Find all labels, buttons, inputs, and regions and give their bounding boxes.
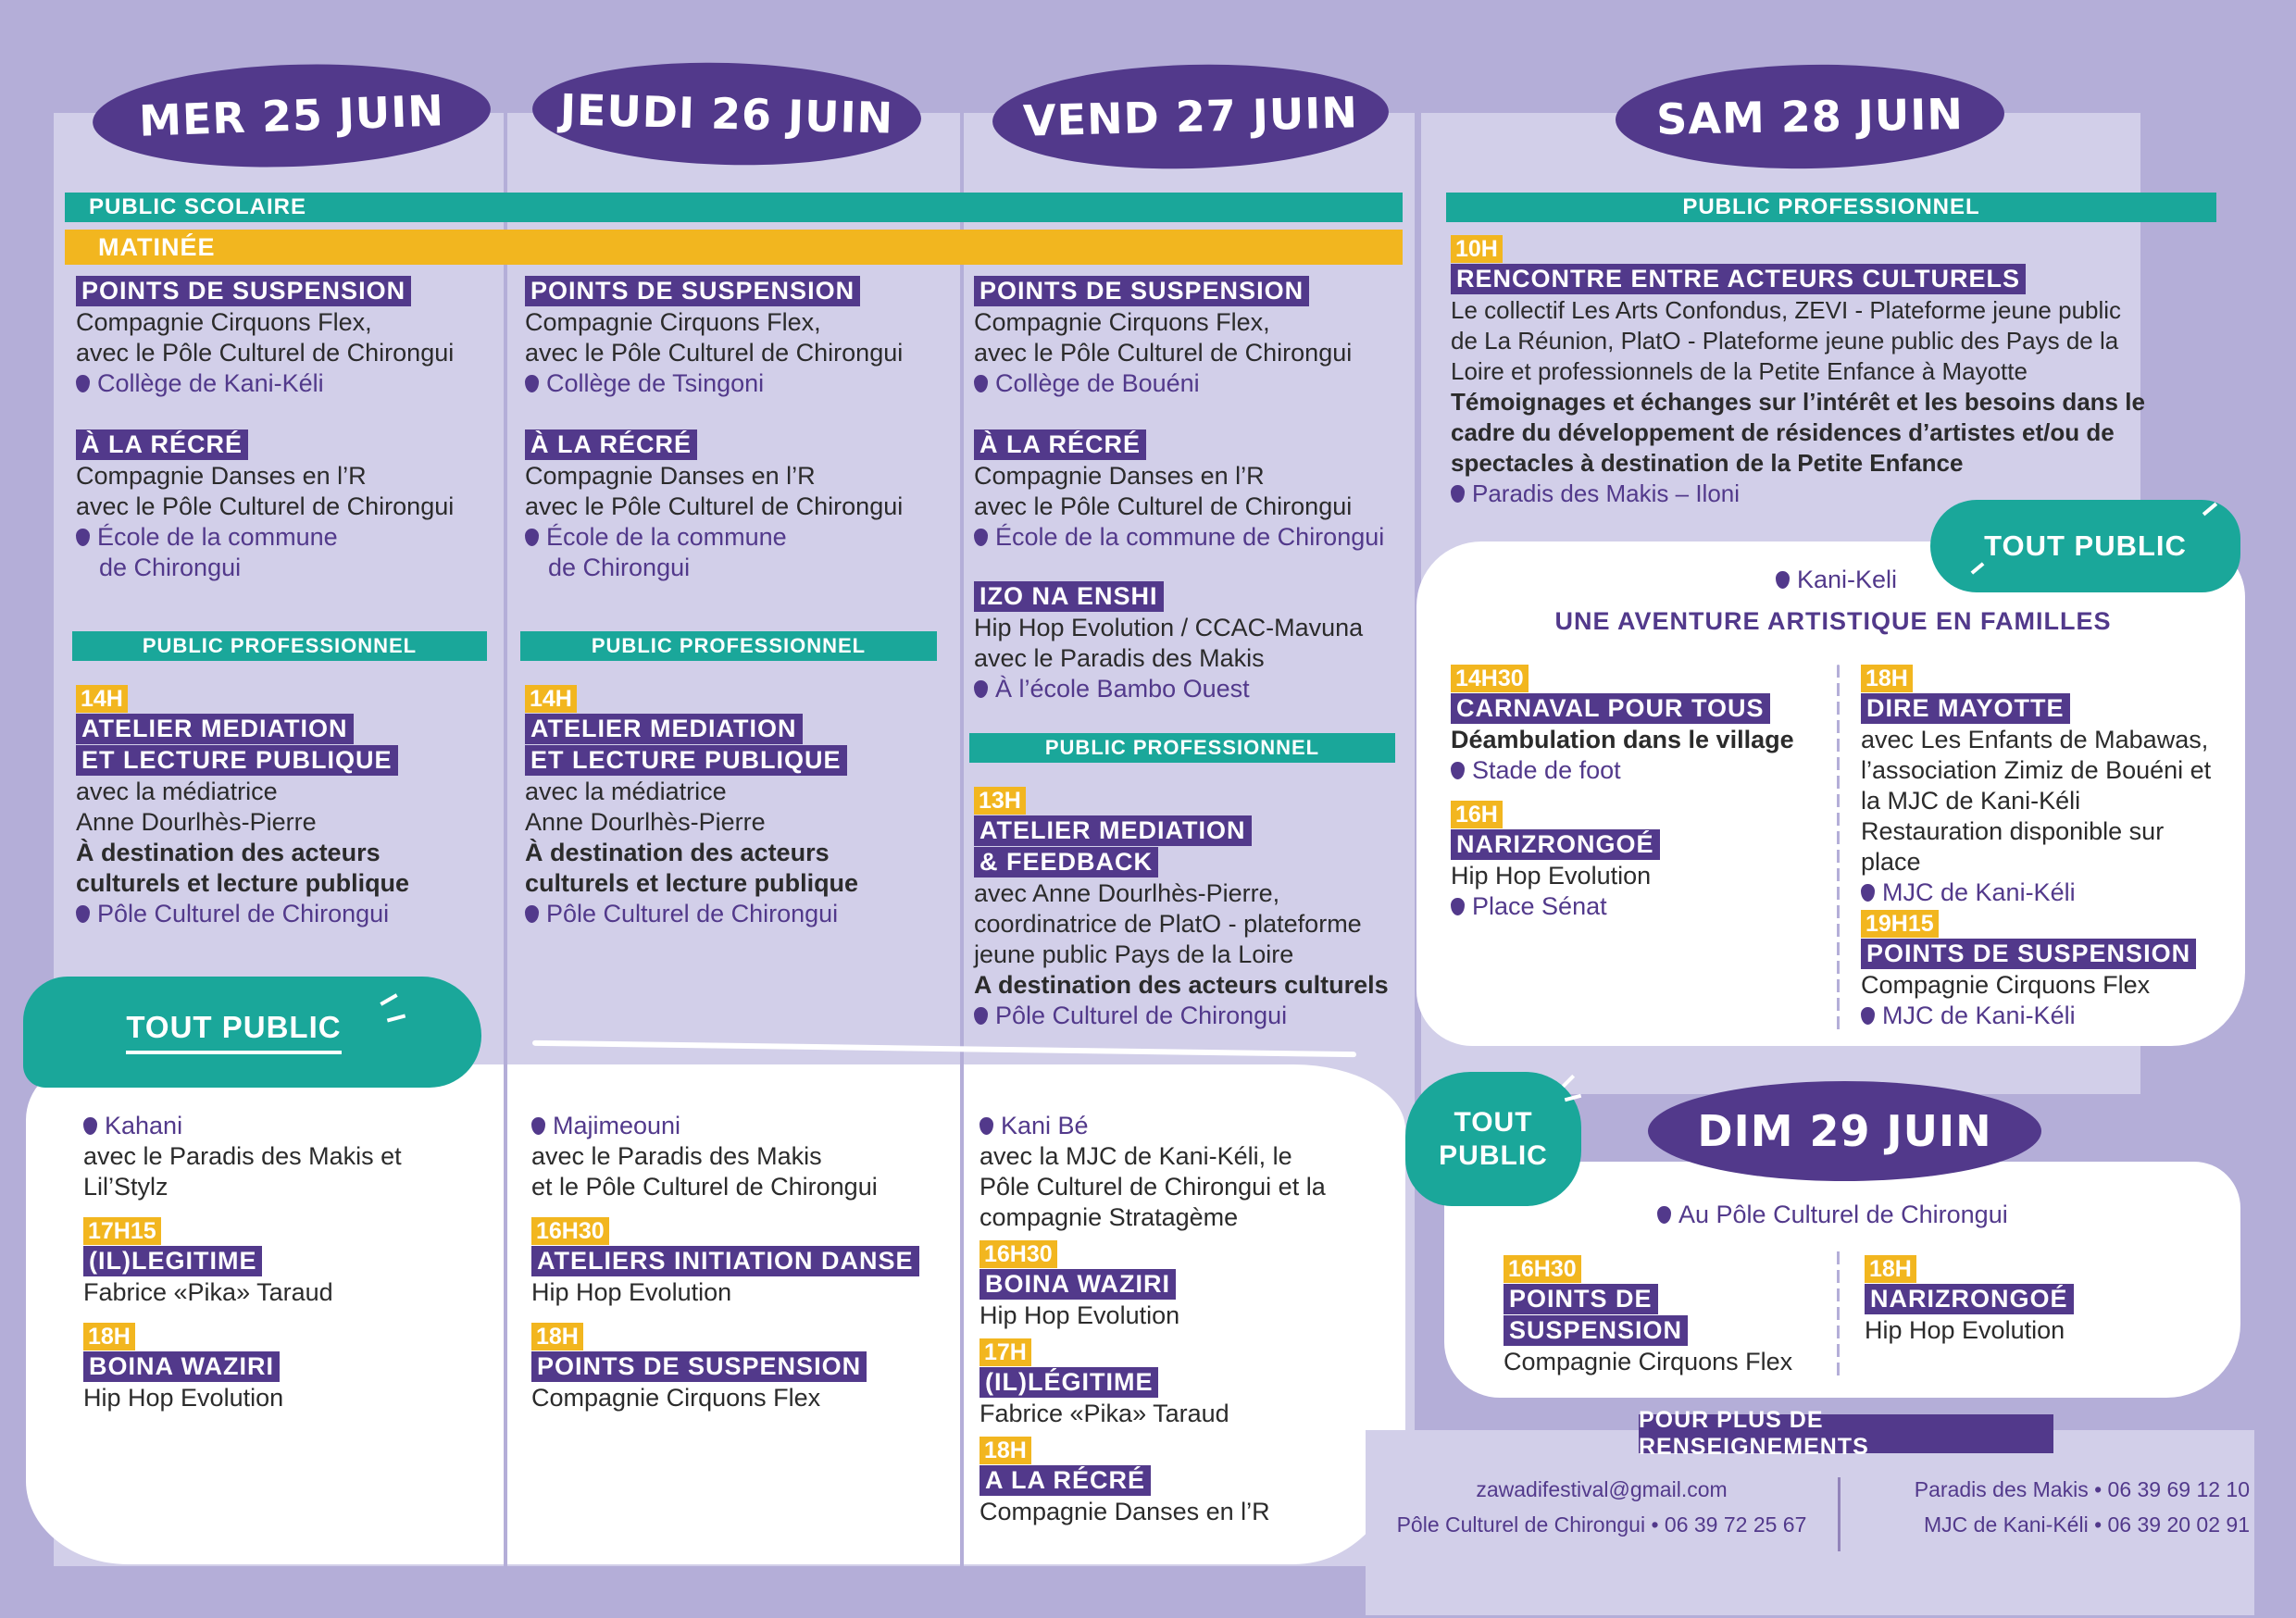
event-location — [1861, 1001, 2211, 1031]
info-divider — [1838, 1477, 1841, 1551]
event-detail: avec le Pôle Culturel de Chirongui — [76, 492, 455, 520]
event-title: BOINA WAZIRI — [83, 1351, 280, 1382]
event-title: À LA RÉCRÉ — [525, 429, 697, 460]
event-detail: Hip Hop Evolution — [980, 1301, 1180, 1329]
event-title: ATELIER MEDIATION — [525, 714, 803, 744]
event-atelier-mediation — [76, 683, 409, 929]
location-label: Stade de foot — [1472, 756, 1621, 784]
location-pin-icon — [525, 375, 539, 392]
event-time: 18H — [980, 1437, 1031, 1464]
event-title: ATELIER MEDIATION — [974, 815, 1252, 846]
event-detail: compagnie Stratagème — [980, 1203, 1239, 1231]
tout-public-badge — [1930, 500, 2240, 592]
event-audience: Témoignages et échanges sur l’intérêt et les besoins dans le — [1451, 388, 2145, 416]
event-points-de-suspension — [525, 276, 903, 399]
badge-label: PUBLIC — [1439, 1139, 1548, 1171]
location-pin-icon — [76, 529, 90, 546]
event-location — [76, 522, 454, 553]
event-title: BOINA WAZIRI — [980, 1269, 1176, 1300]
event-title: RENCONTRE ENTRE ACTEURS CULTURELS — [1451, 264, 2026, 294]
event-detail: avec Les Enfants de Mabawas, — [1861, 726, 2209, 753]
event-detail: Déambulation dans le village — [1451, 726, 1794, 753]
event-detail: Anne Dourlhès-Pierre — [525, 808, 766, 836]
event-izo-na-enshi — [974, 581, 1363, 704]
event-location — [76, 899, 409, 929]
band-label: PUBLIC PROFESSIONNEL — [591, 634, 867, 657]
event-title: POINTS DE — [1504, 1284, 1658, 1314]
event-location — [974, 1001, 1389, 1031]
event-title: NARIZRONGOÉ — [1865, 1284, 2074, 1314]
location-label: Kahani — [105, 1112, 183, 1139]
band-public-pro — [72, 631, 487, 661]
event-audience: cadre du développement de résidences d’artistes et/ou de — [1451, 418, 2115, 446]
event-detail: Le collectif Les Arts Confondus, ZEVI - Plateforme jeune public — [1451, 296, 2122, 324]
saturday-divider — [1837, 665, 1840, 1035]
event-points-de-suspension — [76, 276, 454, 399]
event-title: ET LECTURE PUBLIQUE — [76, 745, 398, 776]
info-email[interactable]: zawadifestival@gmail.com — [1476, 1477, 1728, 1501]
location-label-cont: de Chirongui — [548, 554, 691, 581]
event-location — [1776, 565, 1897, 595]
location-label: Pôle Culturel de Chirongui — [546, 900, 839, 927]
location-label: Kani Bé — [1001, 1112, 1089, 1139]
event-detail: avec le Pôle Culturel de Chirongui — [974, 339, 1353, 367]
event-detail: avec le Pôle Culturel de Chirongui — [525, 492, 904, 520]
event-detail: Anne Dourlhès-Pierre — [76, 808, 317, 836]
location-pin-icon — [974, 375, 988, 392]
event-time: 17H15 — [83, 1217, 161, 1245]
location-label: Collège de Bouéni — [995, 369, 1200, 397]
event-detail: Fabrice «Pika» Taraud — [980, 1400, 1229, 1427]
event-time: 16H30 — [531, 1217, 609, 1245]
event-time: 16H30 — [1504, 1255, 1581, 1283]
event-audience: culturels et lecture publique — [525, 869, 859, 897]
event-detail: Lil’Stylz — [83, 1173, 168, 1201]
info-paradis: Paradis des Makis • 06 39 69 12 10 — [1914, 1477, 2250, 1501]
event-time: 18H — [1861, 665, 1913, 692]
event-detail: la MJC de Kani-Kéli — [1861, 787, 2081, 815]
event-a-la-recre — [974, 429, 1384, 553]
info-mjc: MJC de Kani-Kéli • 06 39 20 02 91 — [1924, 1512, 2250, 1537]
location-label: Collège de Tsingoni — [546, 369, 765, 397]
event-title: POINTS DE SUSPENSION — [525, 276, 860, 306]
event-title: POINTS DE SUSPENSION — [974, 276, 1309, 306]
event-time: 13H — [974, 787, 1026, 815]
location-pin-icon — [974, 680, 988, 698]
event-detail: l’association Zimiz de Bouéni et — [1861, 756, 2212, 784]
event-audience: culturels et lecture publique — [76, 869, 410, 897]
event-audience: À destination des acteurs — [525, 839, 830, 866]
location-pin-icon — [525, 905, 539, 923]
event-time: 19H15 — [1861, 910, 1939, 938]
location-pin-icon — [76, 905, 90, 923]
event-title: À LA RÉCRÉ — [974, 429, 1146, 460]
event-detail: avec le Paradis des Makis — [531, 1142, 822, 1170]
location-label: À l’école Bambo Ouest — [995, 675, 1250, 703]
location-pin-icon — [1451, 485, 1465, 503]
location-pin-icon — [76, 375, 90, 392]
event-detail: avec le Pôle Culturel de Chirongui — [525, 339, 904, 367]
event-time: 14H30 — [1451, 665, 1529, 692]
band-label: PUBLIC PROFESSIONNEL — [1044, 736, 1320, 759]
event-detail: de La Réunion, PlatO - Plateforme jeune public des Pays de la — [1451, 327, 2119, 355]
location-pin-icon — [525, 529, 539, 546]
event-detail: Hip Hop Evolution / CCAC-Mavuna — [974, 614, 1364, 641]
event-location — [1451, 891, 1794, 922]
event-title: À LA RÉCRÉ — [76, 429, 248, 460]
location-pin-icon — [1861, 1007, 1875, 1025]
location-pin-icon — [974, 529, 988, 546]
event-title: & FEEDBACK — [974, 847, 1158, 877]
location-pin-icon — [83, 1117, 97, 1135]
event-title: (IL)LEGITIME — [83, 1246, 262, 1276]
event-a-la-recre — [76, 429, 454, 583]
saturday-location — [1776, 565, 1897, 595]
column-divider — [504, 1064, 507, 1564]
event-detail: Compagnie Cirquons Flex — [1504, 1348, 1793, 1375]
event-a-la-recre — [525, 429, 903, 583]
event-time: 16H30 — [980, 1240, 1057, 1268]
event-dire-mayotte — [1861, 663, 2211, 1031]
event-detail: Compagnie Danses en l’R — [974, 462, 1265, 490]
event-time: 18H — [83, 1323, 135, 1350]
event-location — [525, 522, 903, 553]
event-atelier-mediation — [525, 683, 858, 929]
location-label: École de la commune de Chirongui — [995, 523, 1385, 551]
event-detail: coordinatrice de PlatO - plateforme — [974, 910, 1362, 938]
location-label: École de la commune — [546, 523, 787, 551]
day-header-thu: JEUDI 26 JUIN — [531, 58, 923, 170]
event-detail: Compagnie Cirquons Flex, — [76, 308, 372, 336]
event-time: 18H — [531, 1323, 583, 1350]
event-title: NARIZRONGOÉ — [1451, 829, 1660, 860]
event-audience: A destination des acteurs culturels — [974, 971, 1389, 999]
tout-public-fri — [980, 1111, 1326, 1527]
event-time: 18H — [1865, 1255, 1916, 1283]
event-detail: place — [1861, 848, 1921, 876]
event-detail: Compagnie Danses en l’R — [76, 462, 367, 490]
band-public-pro — [520, 631, 937, 661]
event-audience: À destination des acteurs — [76, 839, 381, 866]
event-rencontre — [1451, 233, 2145, 509]
event-location — [531, 1111, 919, 1141]
band-public-pro-sat — [1446, 193, 2216, 222]
event-detail: avec le Pôle Culturel de Chirongui — [76, 339, 455, 367]
event-title: DIRE MAYOTTE — [1861, 693, 2070, 724]
event-carnaval — [1451, 663, 1794, 922]
band-label: PUBLIC PROFESSIONNEL — [1682, 194, 1980, 219]
event-location — [1657, 1200, 2008, 1230]
badge-label: TOUT PUBLIC — [126, 1010, 341, 1054]
location-label: Majimeouni — [553, 1112, 681, 1139]
day-header-sun: DIM 29 JUIN — [1648, 1081, 2041, 1181]
tout-public-badge — [23, 977, 481, 1088]
day-header-fri: VEND 27 JUIN — [992, 59, 1391, 173]
event-title: IZO NA ENSHI — [974, 581, 1164, 612]
event-location — [1451, 755, 1794, 786]
event-detail: Hip Hop Evolution — [531, 1278, 732, 1306]
event-detail: Hip Hop Evolution — [83, 1384, 284, 1412]
event-location — [525, 899, 858, 929]
event-location — [83, 1111, 402, 1141]
sunday-divider — [1837, 1251, 1840, 1376]
event-detail: Hip Hop Evolution — [1451, 862, 1652, 890]
tout-public-wed — [83, 1111, 402, 1413]
event-title: SUSPENSION — [1504, 1315, 1688, 1346]
event-detail: avec Anne Dourlhès-Pierre, — [974, 879, 1280, 907]
event-detail: et le Pôle Culturel de Chirongui — [531, 1173, 878, 1201]
event-time: 10H — [1451, 235, 1503, 263]
event-detail: avec le Paradis des Makis — [974, 644, 1265, 672]
event-location — [974, 368, 1352, 399]
event-time: 14H — [525, 685, 577, 713]
location-pin-icon — [980, 1117, 993, 1135]
event-audience: spectacles à destination de la Petite Enfance — [1451, 449, 1964, 477]
location-pin-icon — [1776, 571, 1790, 589]
location-label: Paradis des Makis – Iloni — [1472, 479, 1741, 507]
event-location — [76, 368, 454, 399]
event-detail: avec le Pôle Culturel de Chirongui — [974, 492, 1353, 520]
event-detail: Restauration disponible sur — [1861, 817, 2165, 845]
event-time: 17H — [980, 1338, 1031, 1366]
tout-public-badge-sunday — [1405, 1072, 1581, 1206]
event-detail: avec la médiatrice — [76, 778, 278, 805]
band-label: PUBLIC PROFESSIONNEL — [142, 634, 418, 657]
location-label: Au Pôle Culturel de Chirongui — [1678, 1201, 2008, 1228]
event-title: (IL)LÉGITIME — [980, 1367, 1158, 1398]
badge-label: TOUT PUBLIC — [1984, 529, 2187, 562]
event-detail: Compagnie Danses en l’R — [980, 1498, 1270, 1525]
event-location — [974, 674, 1363, 704]
event-location — [980, 1111, 1326, 1141]
sunday-location — [1657, 1200, 2008, 1230]
event-detail: Hip Hop Evolution — [1865, 1316, 2065, 1344]
band-public-scolaire — [65, 193, 1403, 222]
event-narizrongoe-sun — [1865, 1253, 2074, 1346]
event-points-de-suspension — [974, 276, 1352, 399]
event-detail: Compagnie Danses en l’R — [525, 462, 816, 490]
location-label: MJC de Kani-Kéli — [1882, 878, 2076, 906]
event-detail: Compagnie Cirquons Flex — [531, 1384, 821, 1412]
event-detail: jeune public Pays de la Loire — [974, 940, 1294, 968]
event-title: CARNAVAL POUR TOUS — [1451, 693, 1770, 724]
location-label: École de la commune — [97, 523, 338, 551]
event-detail: Fabrice «Pika» Taraud — [83, 1278, 333, 1306]
event-title: POINTS DE SUSPENSION — [1861, 939, 2196, 969]
band-public-pro — [969, 733, 1395, 763]
info-title: POUR PLUS DE RENSEIGNEMENTS — [1639, 1414, 2053, 1453]
band-matinee — [65, 230, 1403, 265]
event-atelier-mediation-feedback — [974, 785, 1389, 1031]
event-title: POINTS DE SUSPENSION — [76, 276, 411, 306]
event-detail: Compagnie Cirquons Flex, — [974, 308, 1270, 336]
location-pin-icon — [1451, 898, 1465, 915]
event-points-de-suspension-sun — [1504, 1253, 1792, 1377]
event-detail: avec la MJC de Kani-Kéli, le — [980, 1142, 1292, 1170]
badge-label: TOUT — [1454, 1106, 1533, 1138]
event-time: 14H — [76, 685, 128, 713]
saturday-subtitle: UNE AVENTURE ARTISTIQUE EN FAMILLES — [1554, 607, 2112, 635]
event-detail: avec le Paradis des Makis et — [83, 1142, 402, 1170]
band-label: MATINÉE — [98, 232, 216, 261]
event-detail: Pôle Culturel de Chirongui et la — [980, 1173, 1326, 1201]
location-pin-icon — [974, 1007, 988, 1025]
location-label: MJC de Kani-Kéli — [1882, 1002, 2076, 1029]
location-label: Pôle Culturel de Chirongui — [97, 900, 390, 927]
event-location — [1861, 877, 2211, 908]
location-label: Place Sénat — [1472, 892, 1607, 920]
band-label: PUBLIC SCOLAIRE — [89, 194, 307, 219]
location-pin-icon — [1451, 762, 1465, 779]
day-header-sat: SAM 28 JUIN — [1615, 61, 2005, 171]
tout-public-thu — [531, 1111, 919, 1413]
event-time: 16H — [1451, 801, 1503, 828]
event-detail: Compagnie Cirquons Flex, — [525, 308, 821, 336]
event-title: A LA RÉCRÉ — [980, 1465, 1151, 1496]
location-label: Pôle Culturel de Chirongui — [995, 1002, 1288, 1029]
day-header-wed: MER 25 JUIN — [91, 58, 493, 174]
event-title: POINTS DE SUSPENSION — [531, 1351, 867, 1382]
location-pin-icon — [531, 1117, 545, 1135]
location-label: Collège de Kani-Kéli — [97, 369, 324, 397]
event-title: ATELIERS INITIATION DANSE — [531, 1246, 919, 1276]
location-label: Kani-Keli — [1797, 566, 1898, 593]
event-detail: Compagnie Cirquons Flex — [1861, 971, 2151, 999]
column-divider — [960, 1064, 964, 1564]
event-detail: avec la médiatrice — [525, 778, 727, 805]
event-location — [525, 368, 903, 399]
info-pole: Pôle Culturel de Chirongui • 06 39 72 25 67 — [1396, 1512, 1807, 1537]
event-location — [974, 522, 1384, 553]
event-detail: Loire et professionnels de la Petite Enfance à Mayotte — [1451, 357, 2028, 385]
event-title: ET LECTURE PUBLIQUE — [525, 745, 847, 776]
location-label-cont: de Chirongui — [99, 554, 242, 581]
event-title: ATELIER MEDIATION — [76, 714, 354, 744]
location-pin-icon — [1657, 1206, 1671, 1224]
location-pin-icon — [1861, 884, 1875, 902]
